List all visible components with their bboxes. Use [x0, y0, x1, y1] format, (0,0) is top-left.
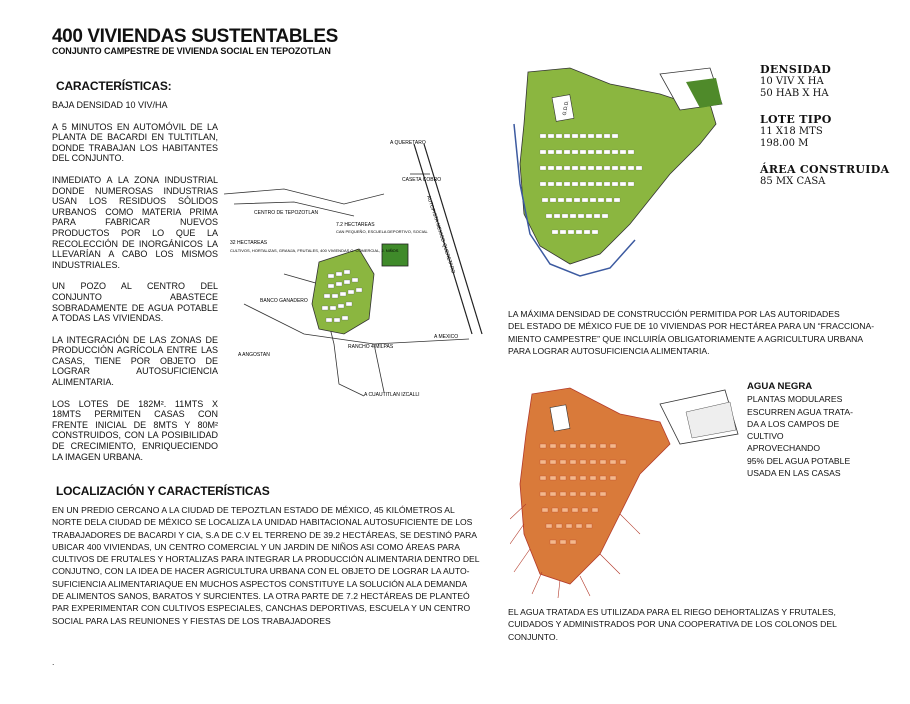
caracteristicas-p6: LOS LOTES DE 182M². 11MTS X 18MTS PERMITEN CASAS CON FRENTE INICIAL DE 8MTS Y 80M² CONSTRUIDOS, CON LA POSIBILIDAD DE CRECIMIENTO, ENRIQUECIENDO LA IMAGEN URBANA. — [52, 398, 218, 462]
caracteristicas-p4: UN POZO AL CENTRO DEL CONJUNTO ABASTECE SOBRADAMENTE DE AGUA POTABLE A TODAS LAS VIVIENDAS. — [52, 281, 218, 324]
caracteristicas-p3: INMEDIATO A LA ZONA INDUSTRIAL DONDE NUMEROSAS INDUSTRIAS USAN LOS RESIDUOS SÓLIDOS URBANOS COMO MATERIA PRIMA PARA FABRICAR NUEVOS PRODUCTOS POR LO QUE LA RECOLECCIÓN DE INORGÁNICOS LA LLEVARÍAN A CABO LOS MISMOS INDUSTRIALES. — [52, 174, 218, 270]
agua-tratada-line: CUIDADOS Y ADMINISTRADOS POR UNA COOPERATIVA DE LOS COLONOS DEL — [508, 619, 837, 630]
caracteristicas-heading: CARACTERÍSTICAS: — [56, 79, 172, 93]
localizacion-line: CONJUTNO, CON LA IDEA DE HACER AGRICULTURA URBANA CON EL OBJETO DE LOGRAR LA AUTO- — [52, 566, 470, 577]
area-construida-line-1: 85 MX CASA — [760, 176, 826, 187]
localizacion-line: NORTE DELA CIUDAD DE MÉXICO SE LOCALIZA LA UNIDAD HABITACIONAL AUTOSUFICIENTE DE LOS — [52, 517, 473, 528]
map-label-7ha: 7.2 HECTAREAS — [336, 222, 375, 228]
localizacion-line: EN UN PREDIO CERCANO A LA CIUDAD DE TEPOZTLAN ESTADO DE MÉXICO, 45 KILÓMETROS AL — [52, 505, 455, 515]
location-map — [224, 134, 492, 414]
agua-negra-heading: AGUA NEGRA — [747, 381, 813, 392]
map-label-viviendas: CULTIVOS, HORTALIZAS, GRANJA, FRUTALES, 400 VIVIENDAS C. COMERCIAL, J. NIÑOS — [230, 248, 399, 253]
agua-negra-line: 95% DEL AGUA POTABLE — [747, 455, 851, 466]
agua-negra-line: CULTIVO APROVECHANDO — [747, 431, 821, 454]
map-label-mexico: A MEXICO — [434, 334, 459, 340]
agua-tratada-line: EL AGUA TRATADA ES UTILIZADA PARA EL RIEGO DEHORTALIZAS Y FRUTALES, — [508, 607, 836, 617]
densidad-text-line: LA MÁXIMA DENSIDAD DE CONSTRUCCIÓN PERMITIDA POR LAS AUTORIDADES — [508, 309, 840, 319]
agua-negra-block — [747, 381, 857, 479]
page-title: 400 VIVIENDAS SUSTENTABLES — [52, 26, 338, 47]
map-label-caseta: CASETA COBRO — [402, 177, 442, 183]
densidad-text-line: MIENTO CAMPESTRE” QUE INCLUIRÍA OBLIGATORIAMENTE A AGRICULTURA URBANA — [508, 333, 864, 344]
lote-tipo-heading: LOTE TIPO — [760, 113, 832, 126]
agua-tratada-line: CONJUNTO. — [508, 631, 558, 642]
agua-negra-line: PLANTAS MODULARES — [747, 394, 843, 405]
caracteristicas-p2: A 5 MINUTOS EN AUTOMÓVIL DE LA PLANTA DE BACARDI EN TULTITLAN, DONDE TRABAJAN LOS HABITANTES DEL CONJUNTO. — [52, 121, 218, 164]
localizacion-line: PAR EXPERIMENTAR CON CULTIVOS ESPECIALES, CANCHAS DEPORTIVAS, ESCUELA Y UN CENTRO — [52, 603, 471, 614]
map-label-escuela: CAN PEQUEÑO, ESCUELA DEPORTIVO, SOCIAL — [336, 229, 428, 234]
localizacion-line: SUFICIENCIA ALIMENTARIAQUE EN MUCHOS ASPECTOS CONSTITUYE LA SOLUCIÓN ALA DEMANDA — [52, 578, 468, 589]
densidad-text-line: DEL ESTADO DE MÉXICO FUE DE 10 VIVIENDAS POR HECTÁREA PARA UN “FRACCIONA- — [508, 321, 875, 332]
page-subtitle: CONJUNTO CAMPESTRE DE VIVIENDA SOCIAL EN TEPOZOTLAN — [52, 46, 331, 56]
densidad-line-1: 10 VIV X HA — [760, 76, 824, 87]
densidad-text-line: PARA LOGRAR AUTOSUFICIENCIA ALIMENTARIA. — [508, 345, 710, 356]
map-label-32ha: 32 HECTAREAS — [230, 240, 268, 246]
site-plan-green — [510, 64, 740, 286]
lote-tipo-line-2: 198.00 M — [760, 138, 809, 149]
agua-negra-line: USADA EN LAS CASAS — [747, 468, 841, 479]
site-plan-orange — [510, 384, 750, 598]
localizacion-line: SOCIAL PARA LAS REUNIONES Y FIESTAS DE LOS TRABAJADORES — [52, 615, 331, 626]
caracteristicas-p5: LA INTEGRACIÓN DE LAS ZONAS DE PRODUCCIÓN AGRÍCOLA ENTRE LAS CASAS, TIENE POR OBJETO DE LOGRAR AUTOSUFICIENCIA ALIMENTARIA. — [52, 334, 218, 388]
map-label-rancho: RANCHO 4 MILPAS — [348, 344, 394, 350]
map-label-izcalli: A CUAUTITLAN IZCALLI — [364, 392, 420, 398]
caracteristicas-p1: BAJA DENSIDAD 10 VIV/HA — [52, 100, 168, 110]
localizacion-heading: LOCALIZACIÓN Y CARACTERÍSTICAS — [56, 484, 270, 498]
map-label-tepozotlan: CENTRO DE TEPOZOTLAN — [254, 210, 319, 216]
agua-negra-line: ESCURREN AGUA TRATA- — [747, 406, 854, 417]
localizacion-paragraph — [52, 504, 492, 627]
localizacion-line: DE ALIMENTOS SANOS, BARATOS Y SURCIENTES. LA OTRA PARTE DE 7.2 HECTÁREAS DE PLANTEÓ — [52, 591, 470, 602]
agua-tratada-paragraph — [508, 606, 908, 643]
localizacion-line: CULTIVOS DE FRUTALES Y HORTALIZAS PARA INTEGRAR LA PRODUCCIÓN ALIMENTARIA DENTRO DEL — [52, 554, 480, 565]
site-plan-label: G.D.D. — [561, 99, 571, 116]
agua-negra-line: DA A LOS CAMPOS DE — [747, 418, 840, 429]
map-label-banco: BANCO GANADERO — [260, 298, 308, 304]
densidad-block — [760, 64, 889, 188]
map-label-autopista: AUTOPISTA MEXICO-QUERETARO — [425, 194, 457, 275]
localizacion-line: UBICAR 400 VIVIENDAS, UN CENTRO COMERCIAL Y UN JARDIN DE NIÑOS ASI COMO ÁREAS PARA — [52, 541, 460, 552]
localizacion-footnote: . — [52, 657, 55, 667]
localizacion-line: TRABAJADORES DE BACARDI Y CIA, S.A DE C.V EL TERRENO DE 39.2 HECTÁREAS, SE DESTINÓ PARA — [52, 529, 478, 540]
map-label-angostan: A ANGOSTAN — [238, 352, 270, 358]
map-label-queretaro: A QUERETARO — [390, 140, 426, 146]
lote-tipo-line-1: 11 X18 MTS — [760, 126, 823, 137]
densidad-heading: DENSIDAD — [760, 63, 832, 76]
caracteristicas-text — [52, 100, 218, 462]
densidad-paragraph — [508, 308, 908, 357]
densidad-line-2: 50 HAB X HA — [760, 88, 829, 99]
area-construida-heading: ÁREA CONSTRUIDA — [760, 163, 890, 176]
